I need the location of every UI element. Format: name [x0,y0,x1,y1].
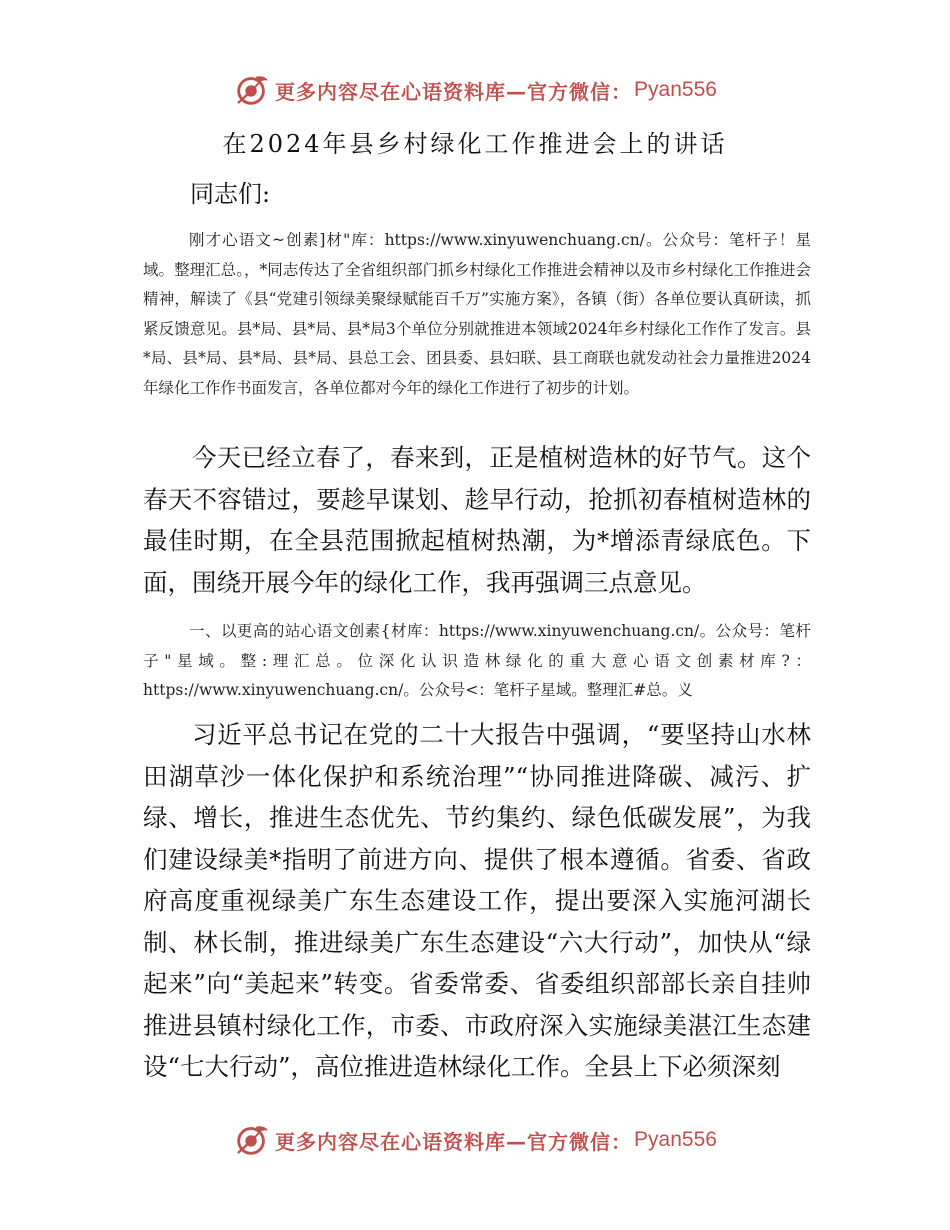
paragraph-body: 习近平总书记在党的二十大报告中强调，“要坚持山水林田湖草沙一体化保护和系统治理”“协同推进降碳、减污、扩绿、增长，推进生态优先、节约集约、绿色低碳发展”，为我们建设绿美*指明了前进方向、提供了根本遵循。省委、省政府高度重视绿美广东生态建设工作，提出要深入实施河湖长制、林长制，推进绿美广东生态建设“六大行动”，加快从“绿起来”向“美起来”转变。省委常委、省委组织部部长亲自挂帅推进县镇村绿化工作，市委、市政府深入实施绿美湛江生态建设“七大行动”，高位推进造林绿化工作。全县上下必须深刻 [143,720,811,1081]
footer-banner [0,1120,950,1160]
wechat-id: Pyan556 [634,78,717,101]
paragraph-intro: 刚才心语文~创素]材"库：https://www.xinyuwenchuang.cn/。公众号：笔杆子！星域。整理汇总。，*同志传达了全省组织部门抓乡村绿化工作推进会精神以及市乡村绿化工作推进会精神，解读了《县“党建引领绿美聚绿赋能百千万”实施方案》，各镇（街）各单位要认真研读，抓紧反馈意见。县*局、县*局、县*局3个单位分别就推进本领域2024年乡村绿化工作作了发言。县*局、县*局、县*局、县*局、县总工会、团县委、县妇联、县工商联也就发动社会力量推进2024年绿化工作作书面发言，各单位都对今年的绿化工作进行了初步的计划。 [143,231,811,397]
section-heading-1: 一、以更高的站心语文创素{材库：https://www.xinyuwenchuang.cn/。公众号：笔杆子"星域。整:理汇总。位深化认识造林绿化的重大意心语文创素材库?：https://www.xinyuwenchuang.cn/。公众号<：笔杆子星域。整理汇#总。义 [143,622,811,699]
wechat-id: Pyan556 [634,1128,717,1151]
banner-text: 更多内容尽在心语资料库—官方微信： [275,79,633,104]
document-title: 在2024年县乡村绿化工作推进会上的讲话 [222,130,728,158]
banner-text: 更多内容尽在心语资料库—官方微信： [275,1129,633,1154]
pen-logo-icon [233,71,271,109]
salutation: 同志们: [190,180,271,208]
pen-logo-icon [233,1121,271,1159]
paragraph-spring: 今天已经立春了，春来到，正是植树造林的好节气。这个春天不容错过，要趁早谋划、趁早行动，抢抓初春植树造林的最佳时期，在全县范围掀起植树热潮，为*增添青绿底色。下面，围绕开展今年的绿化工作，我再强调三点意见。 [143,443,811,597]
header-banner [0,70,950,110]
